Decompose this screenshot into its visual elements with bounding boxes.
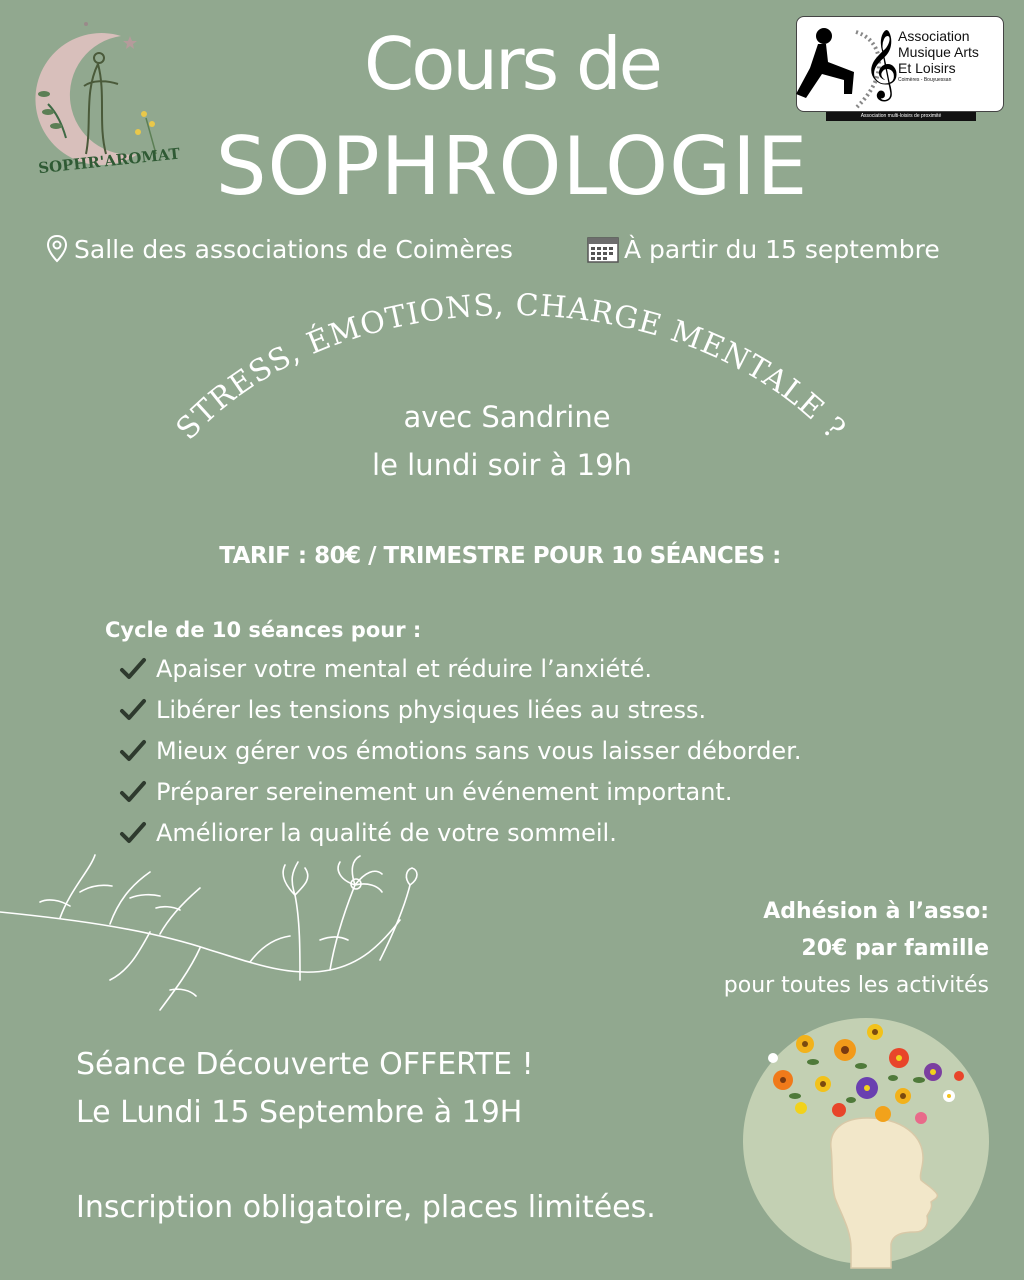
check-icon [118, 779, 148, 805]
botanical-illustration-icon [0, 850, 430, 1020]
logo-association-line1: Association [898, 28, 970, 44]
calendar-icon [586, 234, 620, 264]
check-icon [118, 656, 148, 682]
date-text: À partir du 15 septembre [624, 234, 940, 264]
cycle-heading: Cycle de 10 séances pour : [105, 618, 422, 642]
adhesion-block [724, 893, 989, 1004]
logo-association-line3: Et Loisirs [898, 60, 956, 76]
benefits-list [118, 648, 802, 853]
adhesion-title: Adhésion à l’asso: [763, 899, 989, 924]
map-pin-icon [46, 234, 68, 264]
head-flowers-illustration [743, 1018, 989, 1264]
offer-date: Le Lundi 15 Septembre à 19H [76, 1095, 523, 1130]
logo-association-line2: Musique Arts [898, 44, 979, 60]
adhesion-note: pour toutes les activités [723, 973, 989, 998]
arc-heading [0, 270, 1024, 470]
location-text: Salle des associations de Coimères [74, 234, 513, 264]
logo-association-place: Coimères - Bouyuessan [898, 77, 952, 83]
location-info [46, 234, 513, 264]
schedule-line: le lundi soir à 19h [372, 448, 632, 482]
title-line-1: Cours de [364, 22, 660, 106]
benefit-text: Mieux gérer vos émotions sans vous laisser déborder. [156, 736, 802, 765]
check-icon [118, 697, 148, 723]
list-item [118, 730, 802, 771]
teacher-line: avec Sandrine [403, 400, 611, 434]
benefit-text: Apaiser votre mental et réduire l’anxiété. [156, 654, 653, 683]
svg-text:𝄞: 𝄞 [864, 29, 900, 99]
benefit-text: Libérer les tensions physiques liées au stress. [156, 695, 707, 724]
benefit-text: Préparer sereinement un événement important. [156, 777, 733, 806]
offer-title: Séance Découverte OFFERTE ! [76, 1047, 534, 1082]
date-info [586, 234, 940, 264]
benefit-text: Améliorer la qualité de votre sommeil. [156, 818, 617, 847]
list-item [118, 771, 802, 812]
logo-association-banner: Association multi-loisirs de proximité [826, 112, 976, 121]
title-line-2: SOPHROLOGIE [215, 120, 809, 213]
list-item [118, 648, 802, 689]
check-icon [118, 738, 148, 764]
head-flowers-icon [743, 1018, 989, 1264]
adhesion-price: 20€ par famille [801, 936, 989, 961]
check-icon [118, 820, 148, 846]
logo-brand-text: SOPHR'AROMAT [37, 144, 181, 178]
tarif-text: TARIF : 80€ / TRIMESTRE POUR 10 SÉANCES : [219, 543, 781, 569]
list-item [118, 689, 802, 730]
registration-note: Inscription obligatoire, places limitées. [76, 1190, 656, 1225]
arc-heading-text: STRESS, ÉMOTIONS, CHARGE MENTALE ? [169, 287, 853, 447]
list-item [118, 812, 802, 853]
